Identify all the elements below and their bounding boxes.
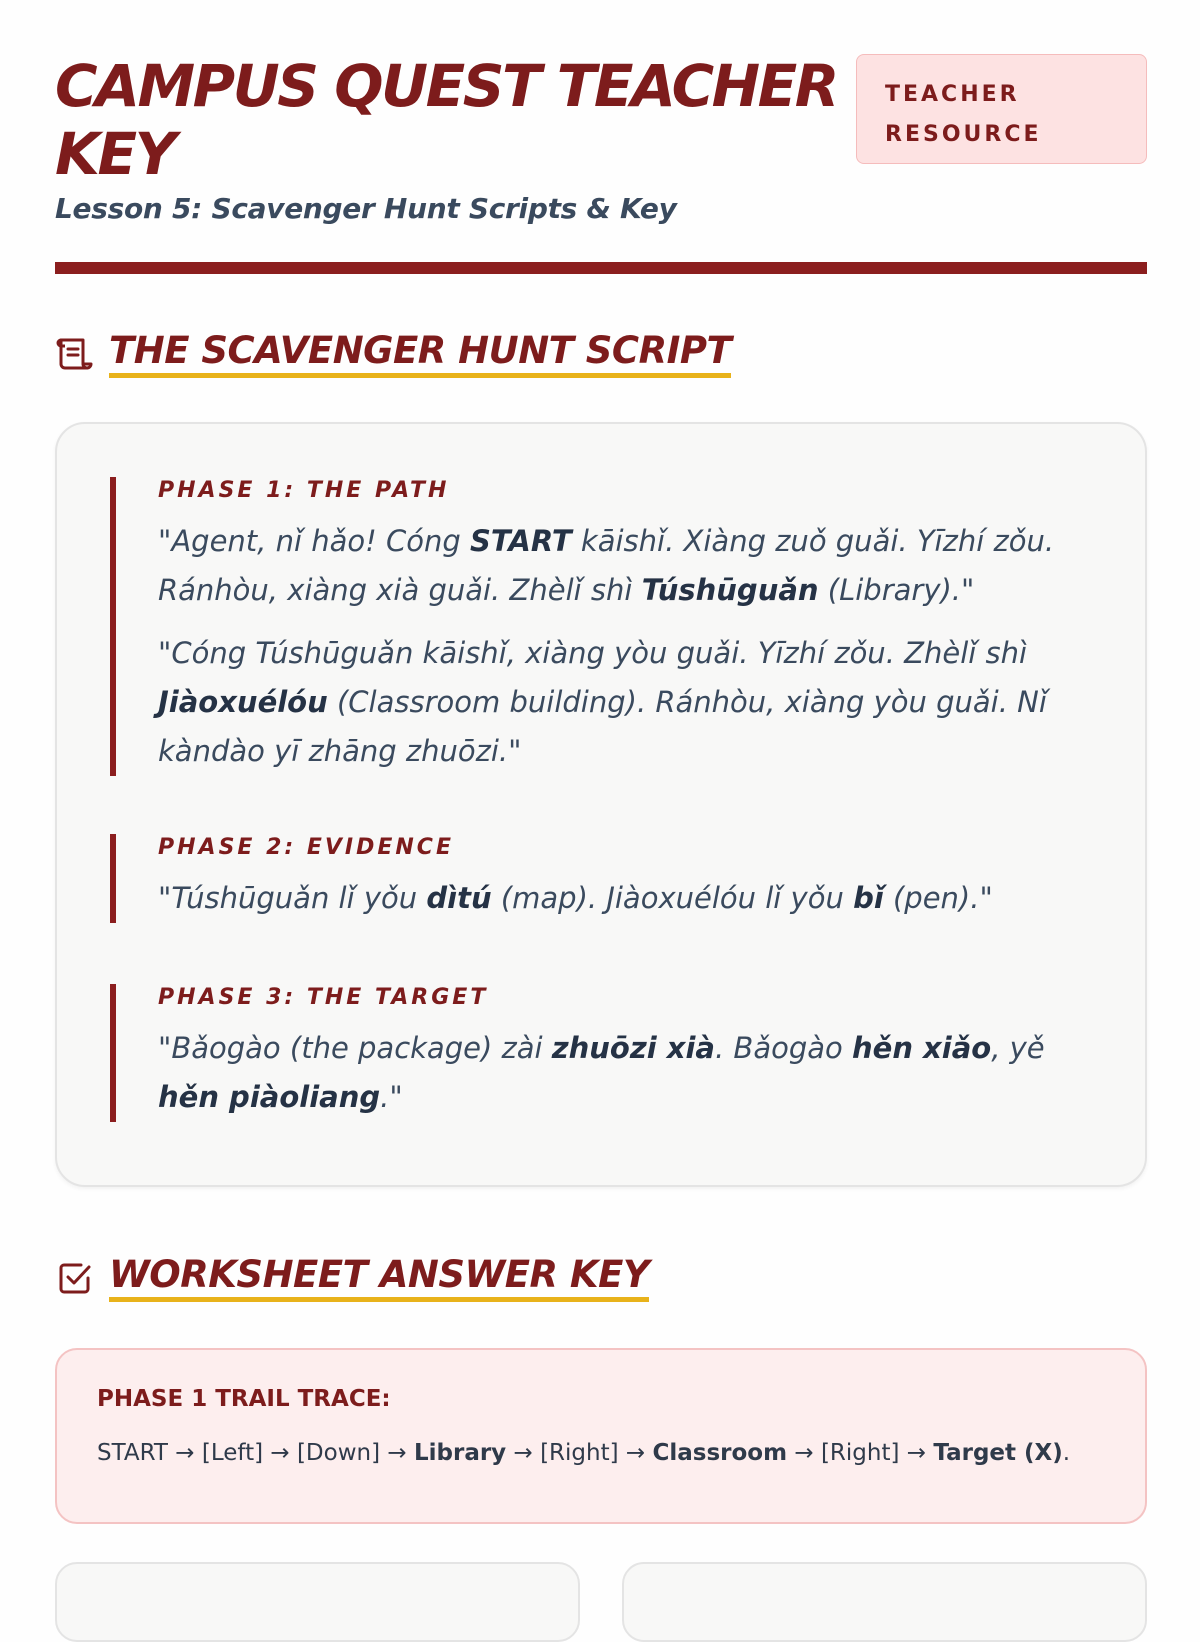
text-span: (pen)." bbox=[883, 881, 993, 915]
script-section-header bbox=[55, 329, 731, 378]
text-span: . Bǎogào bbox=[715, 1031, 852, 1065]
text-span: "Cóng Túshūguǎn kāishǐ, xiàng yòu guǎi. Yīzhí zǒu. Zhèlǐ shì bbox=[158, 636, 1028, 670]
bold-term: hěn xiǎo bbox=[852, 1031, 992, 1065]
phase-1-block bbox=[110, 477, 1098, 776]
text-span: (Library)." bbox=[818, 573, 975, 607]
phase-2-label: PHASE 2: EVIDENCE bbox=[158, 835, 454, 860]
header-divider bbox=[55, 262, 1147, 274]
trail-trace-text bbox=[97, 1440, 1105, 1466]
answer-section-header bbox=[55, 1253, 649, 1302]
bold-term: Library bbox=[413, 1440, 507, 1466]
bold-term: Classroom bbox=[652, 1440, 788, 1466]
text-span: . bbox=[1062, 1440, 1071, 1466]
text-span: (Classroom building). Ránhòu, xiàng yòu guǎi. Nǐ kàndào yī zhāng zhuōzi." bbox=[158, 685, 1047, 768]
badge-line-2: RESOURCE bbox=[885, 122, 1042, 147]
text-span: "Túshūguǎn lǐ yǒu bbox=[158, 881, 427, 915]
phase-2-block bbox=[110, 834, 1098, 923]
bold-term: Target (X) bbox=[933, 1440, 1063, 1466]
script-section-heading: THE SCAVENGER HUNT SCRIPT bbox=[109, 329, 731, 378]
answer-section-heading: WORKSHEET ANSWER KEY bbox=[109, 1253, 649, 1302]
trail-trace-label: PHASE 1 TRAIL TRACE: bbox=[97, 1386, 391, 1412]
phase-1-paragraph-2 bbox=[158, 629, 1098, 776]
bold-term: zhuōzi xià bbox=[551, 1031, 715, 1065]
teacher-resource-badge bbox=[856, 54, 1147, 164]
text-span: kāishǐ. Xiàng zuǒ guǎi. Yīzhí zǒu. Ránhòu, xiàng xià guǎi. Zhèlǐ shì bbox=[158, 524, 1055, 607]
phase-3-paragraph bbox=[158, 1024, 1098, 1122]
bold-term: Jiàoxuélóu bbox=[158, 685, 328, 719]
bottom-card-right bbox=[622, 1562, 1147, 1642]
bold-term: Túshūguǎn bbox=[641, 573, 819, 607]
phase-3-label: PHASE 3: THE TARGET bbox=[158, 985, 489, 1010]
checkbox-icon bbox=[55, 1258, 95, 1298]
text-span: START → [Left] → [Down] → bbox=[97, 1440, 414, 1466]
script-card bbox=[55, 422, 1147, 1187]
text-span: "Agent, nǐ hǎo! Cóng bbox=[158, 524, 471, 558]
bold-term: START bbox=[470, 524, 572, 558]
bold-term: dìtú bbox=[426, 881, 492, 915]
text-span: , yě bbox=[991, 1031, 1045, 1065]
phase-1-paragraph-1 bbox=[158, 517, 1098, 615]
bold-term: hěn piàoliang bbox=[158, 1080, 381, 1114]
text-span: (map). Jiàoxuélóu lǐ yǒu bbox=[491, 881, 854, 915]
phase-3-block bbox=[110, 984, 1098, 1122]
bottom-card-left bbox=[55, 1562, 580, 1642]
bold-term: bǐ bbox=[853, 881, 884, 915]
text-span: → [Right] → bbox=[787, 1440, 934, 1466]
badge-line-1: TEACHER bbox=[885, 82, 1020, 107]
text-span: → [Right] → bbox=[506, 1440, 653, 1466]
phase-2-paragraph bbox=[158, 874, 1098, 923]
lesson-subtitle: Lesson 5: Scavenger Hunt Scripts & Key bbox=[55, 192, 677, 225]
text-span: "Bǎogào (the package) zài bbox=[158, 1031, 552, 1065]
answer-key-card bbox=[55, 1348, 1147, 1524]
text-span: ." bbox=[380, 1080, 403, 1114]
phase-1-label: PHASE 1: THE PATH bbox=[158, 478, 450, 503]
scroll-icon bbox=[55, 334, 95, 374]
page-title: CAMPUS QUEST TEACHER KEY bbox=[55, 52, 837, 188]
